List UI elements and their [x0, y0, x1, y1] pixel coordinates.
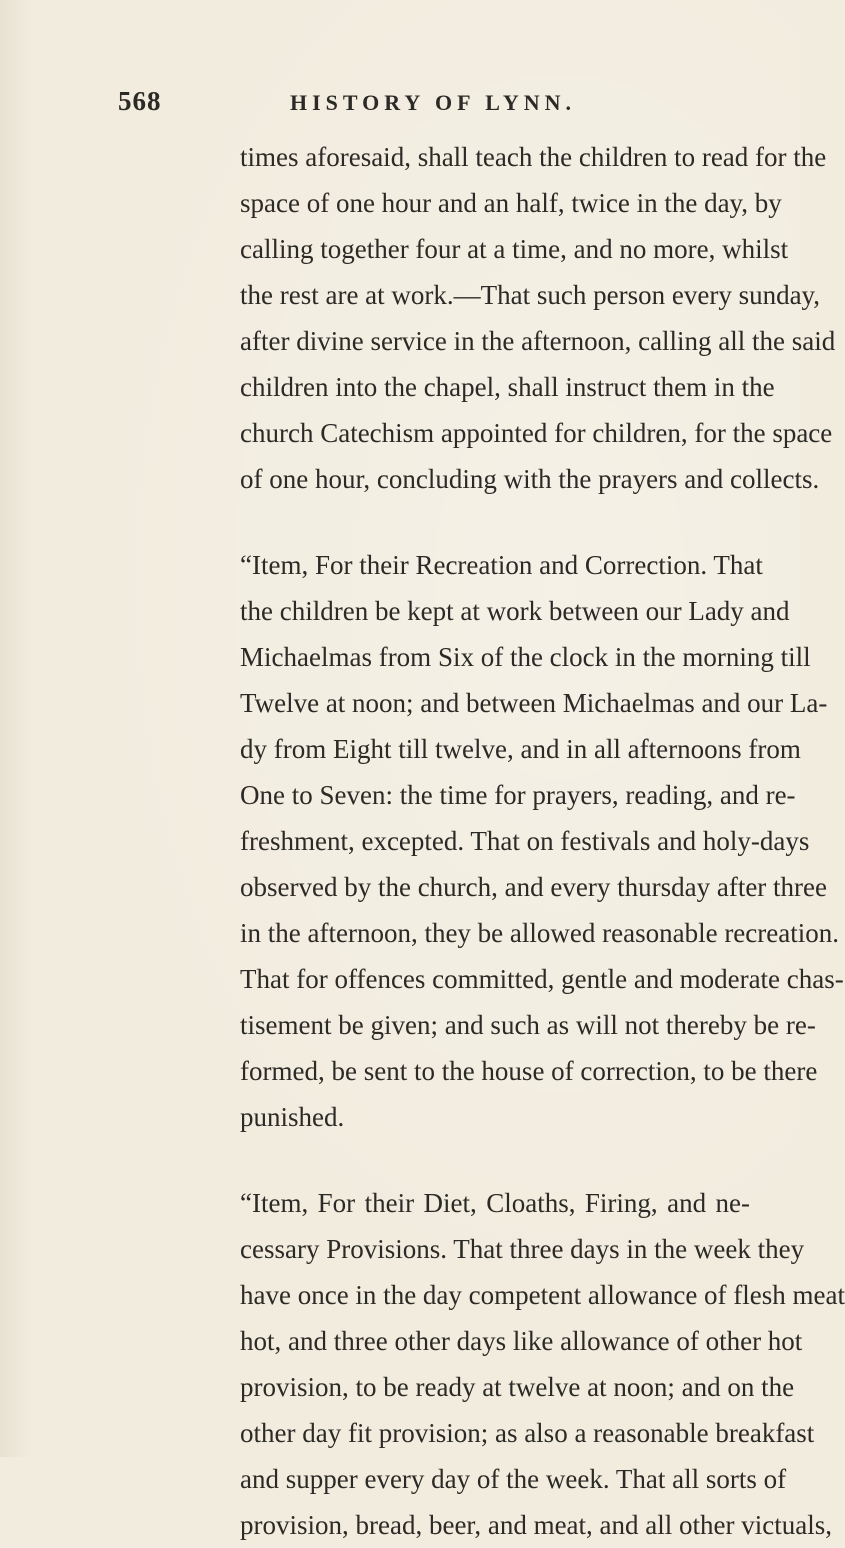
text-line: dy from Eight till twelve, and in all afternoons from	[240, 734, 801, 764]
text-line: provision, to be ready at twelve at noon; and on the	[240, 1372, 795, 1402]
text-line: observed by the church, and every thursday after three	[240, 872, 827, 902]
text-line: cessary Provisions. That three days in the week they	[240, 1234, 805, 1264]
text-line: Twelve at noon; and between Michaelmas and our La-	[240, 688, 828, 718]
paragraph-1	[240, 134, 836, 502]
text-line: in the afternoon, they be allowed reasonable recreation.	[240, 918, 839, 948]
text-line: formed, be sent to the house of correction, to be there	[240, 1056, 818, 1086]
text-line: and supper every day of the week. That all sorts of	[240, 1464, 787, 1494]
text-line: calling together four at a time, and no more, whilst	[240, 234, 789, 264]
text-line: Michaelmas from Six of the clock in the morning till	[240, 642, 811, 672]
text-line: That for offences committed, gentle and moderate chas-	[240, 964, 844, 994]
text-line: provision, bread, beer, and meat, and all other victuals,	[240, 1510, 832, 1540]
paragraph-gap	[240, 502, 750, 542]
page-number: 568	[118, 86, 162, 116]
running-head: HISTORY OF LYNN.	[290, 90, 577, 115]
text-line: “Item, For their Diet, Cloaths, Firing, and ne-	[240, 1188, 750, 1218]
paragraph-gap	[240, 1140, 750, 1180]
text-line: tisement be given; and such as will not thereby be re-	[240, 1010, 816, 1040]
paragraph-2	[240, 542, 844, 1140]
text-line: freshment, excepted. That on festivals and holy-days	[240, 826, 810, 856]
text-line: the rest are at work.—That such person every sunday,	[240, 280, 821, 310]
paragraph-3	[240, 1180, 845, 1548]
text-line: One to Seven: the time for prayers, reading, and re-	[240, 780, 796, 810]
text-line: after divine service in the afternoon, calling all the said	[240, 326, 836, 356]
text-line: times aforesaid, shall teach the children to read for the	[240, 142, 827, 172]
text-line: “Item, For their Recreation and Correction. That	[240, 550, 763, 580]
text-line: church Catechism appointed for children, for the space	[240, 418, 833, 448]
text-line: hot, and three other days like allowance of other hot	[240, 1326, 803, 1356]
text-line: the children be kept at work between our Lady and	[240, 596, 790, 626]
body-text	[240, 134, 845, 1548]
text-line: punished.	[240, 1102, 345, 1132]
text-line: children into the chapel, shall instruct them in the	[240, 372, 775, 402]
text-line: of one hour, concluding with the prayers and collects.	[240, 464, 820, 494]
text-line: have once in the day competent allowance of flesh meat	[240, 1280, 845, 1310]
page-header	[118, 86, 758, 126]
text-line: space of one hour and an half, twice in the day, by	[240, 188, 782, 218]
text-line: other day fit provision; as also a reasonable breakfast	[240, 1418, 815, 1448]
